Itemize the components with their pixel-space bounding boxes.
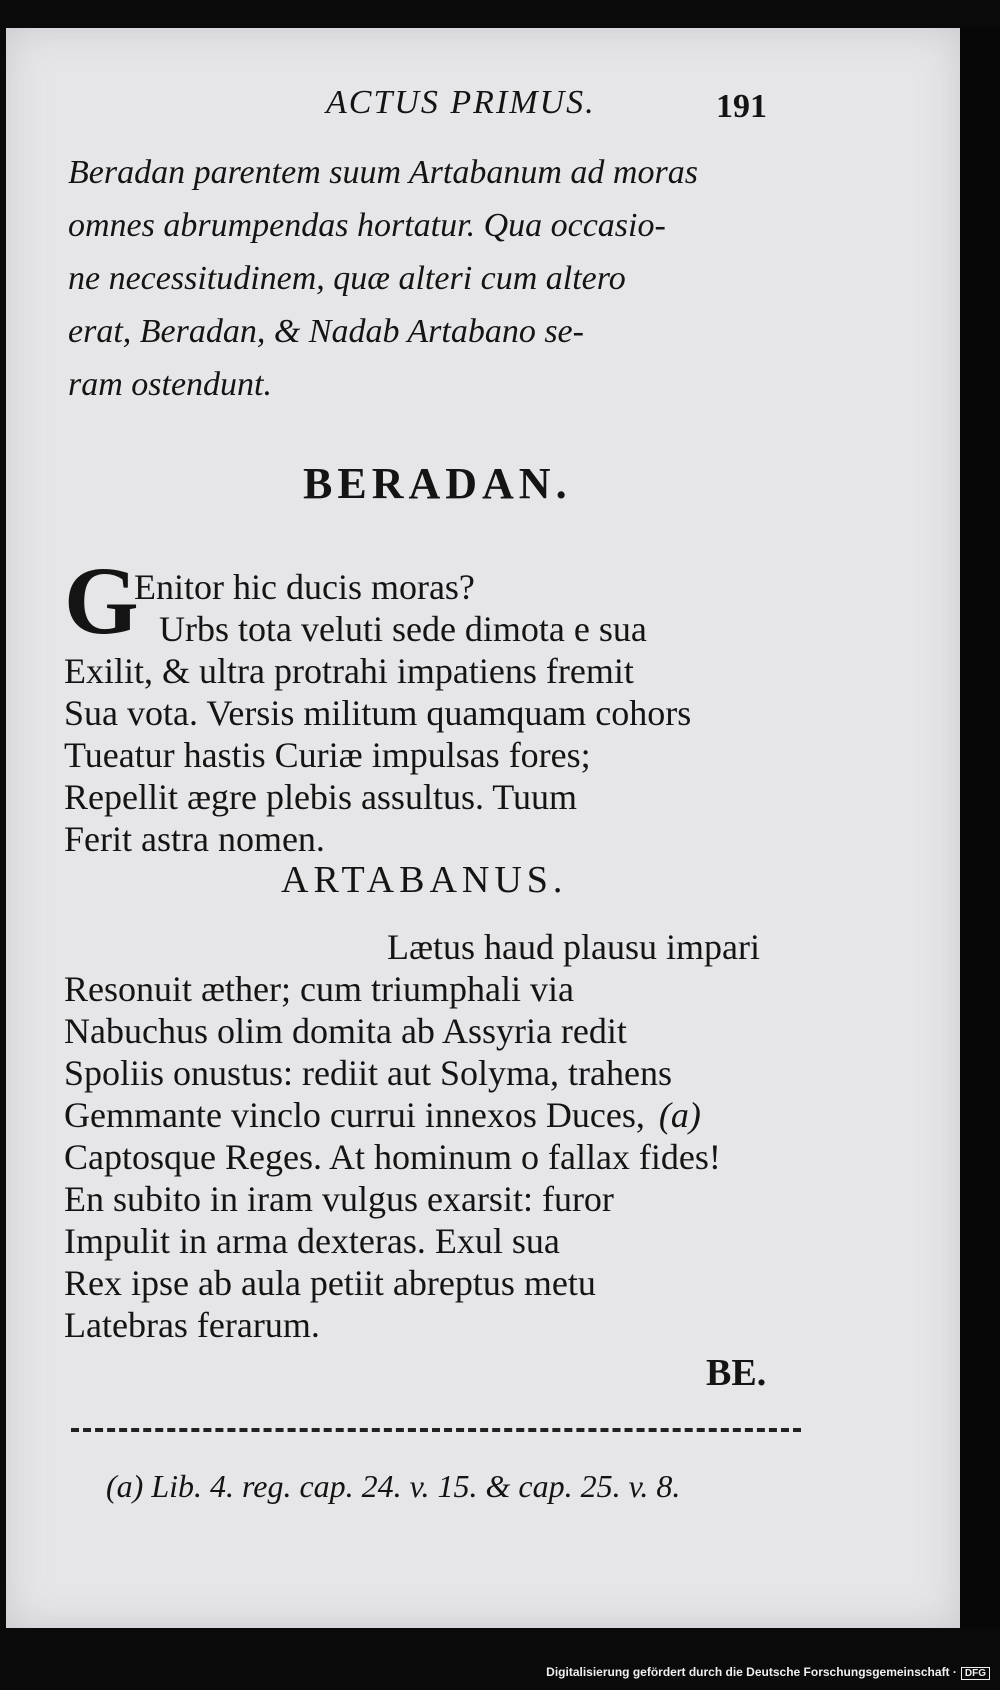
footnote: (a) Lib. 4. reg. cap. 24. v. 15. & cap. 25. v. 8. (106, 1468, 681, 1504)
verse-line: Rex ipse ab aula petiit abreptus metu (64, 1263, 596, 1303)
page-number: 191 (716, 88, 767, 125)
argument-paragraph (68, 146, 828, 411)
argument-line: Beradan parentem suum Artabanum ad moras (68, 154, 698, 191)
footnote-marker: (a) (658, 1095, 701, 1135)
verse-line: Spoliis onustus: rediit aut Solyma, trahens (64, 1053, 672, 1093)
argument-line: ram ostendunt. (68, 366, 272, 403)
verse-line: Urbs tota veluti sede dimota e sua (159, 609, 647, 649)
verse-line: Repellit ægre plebis assultus. Tuum (64, 777, 578, 817)
speaker-heading-beradan: BERADAN. (303, 459, 572, 508)
verse-line: Resonuit æther; cum triumphali via (64, 969, 574, 1009)
verse-line: Lætus haud plausu impari (387, 927, 760, 967)
digitization-credit (546, 1665, 990, 1680)
argument-line: omnes abrumpendas hortatur. Qua occasio- (68, 207, 666, 244)
verse-line (64, 1094, 824, 1136)
argument-line: erat, Beradan, & Nadab Artabano se- (68, 313, 584, 350)
verse-line: En subito in iram vulgus exarsit: furor (64, 1179, 614, 1219)
footnote-rule (71, 1428, 801, 1432)
verse-line: Enitor hic ducis moras? (134, 567, 475, 607)
credit-text: Digitalisierung gefördert durch die Deutsche Forschungsgemeinschaft · (546, 1665, 957, 1679)
speaker-heading-artabanus: ARTABANUS. (281, 859, 568, 901)
verse-line: Nabuchus olim domita ab Assyria redit (64, 1011, 627, 1051)
running-title: ACTUS PRIMUS. (326, 84, 596, 121)
verse-line-text: Gemmante vinclo currui innexos Duces, (64, 1095, 645, 1135)
verse-line: Ferit astra nomen. (64, 819, 325, 859)
dfg-logo: DFG (961, 1667, 990, 1680)
verse-block-artabanus (64, 926, 824, 1346)
verse-line: Sua vota. Versis militum quamquam cohors (64, 693, 692, 733)
drop-cap: G (64, 547, 139, 654)
verse-line: Exilit, & ultra protrahi impatiens fremit (64, 651, 634, 691)
argument-line: ne necessitudinem, quæ alteri cum altero (68, 260, 626, 297)
verse-block-beradan (64, 566, 824, 860)
catchword: BE. (706, 1352, 767, 1394)
verse-line: Captosque Reges. At hominum o fallax fides! (64, 1137, 721, 1177)
verse-line: Latebras ferarum. (64, 1305, 320, 1345)
book-page (6, 28, 960, 1628)
verse-line: Tueatur hastis Curiæ impulsas fores; (64, 735, 591, 775)
verse-line: Impulit in arma dexteras. Exul sua (64, 1221, 560, 1261)
scan-border (960, 28, 1000, 1628)
